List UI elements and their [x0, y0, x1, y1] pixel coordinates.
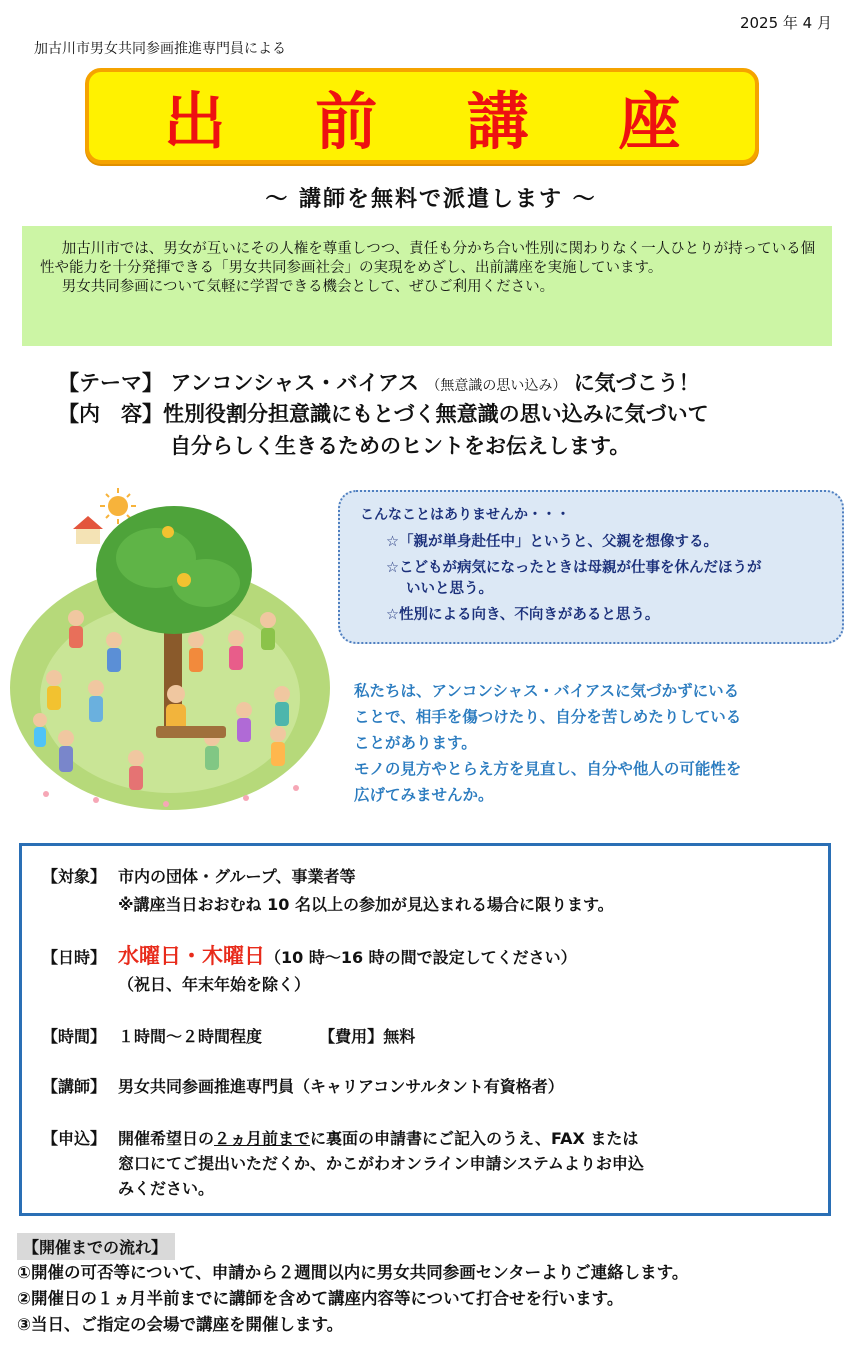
- page-title: 出 前 講 座: [163, 84, 715, 158]
- datetime-text: （10 時～16 時の間で設定してください）: [265, 948, 577, 967]
- theme-main: アンコンシャス・バイアス: [170, 371, 420, 395]
- question-bubble: [338, 490, 844, 644]
- issue-date: 2025 年 4 月: [739, 14, 832, 32]
- apply-row: [42, 1126, 644, 1201]
- message-line: モノの見方やとらえ方を見直し、自分や他人の可能性を: [354, 760, 742, 778]
- bubble-item: [386, 558, 826, 600]
- lecturer-text: 男女共同参画推進専門員（キャリアコンサルタント有資格者）: [118, 1077, 564, 1096]
- organization-line: 加古川市男女共同参画推進専門員による: [34, 41, 286, 57]
- bubble-lead: こんなことはありませんか・・・: [360, 507, 570, 523]
- datetime-row: [42, 940, 577, 995]
- datetime-highlight: 水曜日・木曜日: [118, 944, 265, 968]
- flow-step: ③当日、ご指定の会場で講座を開催します。: [17, 1315, 344, 1334]
- lecturer-label: 【講師】: [42, 1077, 107, 1096]
- datetime-note: （祝日、年末年始を除く）: [118, 975, 311, 994]
- message-line: ことがあります。: [354, 734, 477, 752]
- intro-box: [22, 226, 832, 346]
- info-box: [19, 843, 831, 1216]
- intro-paragraph-2: 男女共同参画について気軽に学習できる機会として、ぜひご利用ください。: [61, 279, 555, 295]
- message-line: ことで、相手を傷つけたり、自分を苦しめたりしている: [354, 708, 742, 726]
- theme-label: 【テーマ】: [58, 371, 163, 395]
- duration-row: [42, 1024, 415, 1047]
- apply-label: 【申込】: [42, 1129, 107, 1148]
- duration-label: 【時間】: [42, 1027, 107, 1046]
- theme-line: [58, 368, 700, 401]
- apply-deadline: ２ヵ月前まで: [214, 1129, 311, 1148]
- apply-text: 開催希望日の: [118, 1129, 215, 1148]
- target-row: [42, 864, 614, 915]
- people-around-tree-illustration: [6, 488, 334, 818]
- duration-text: １時間～２時間程度: [118, 1027, 263, 1046]
- theme-paren: （無意識の思い込み）: [426, 378, 567, 394]
- message-line: 私たちは、アンコンシャス・バイアスに気づかずにいる: [354, 682, 740, 700]
- content-text-1: 性別役割分担意識にもとづく無意識の思い込みに気づいて: [163, 402, 709, 426]
- target-label: 【対象】: [42, 867, 107, 886]
- fee-text: 無料: [383, 1027, 416, 1046]
- title-banner: [85, 68, 759, 164]
- theme-end: に気づこう！: [573, 371, 700, 395]
- tagline: ～ 講師を無料で派遣します ～: [265, 187, 597, 212]
- bubble-item: [386, 532, 826, 553]
- bubble-item-continuation: いいと思う。: [406, 581, 493, 597]
- flow-step: ①開催の可否等について、申請から２週間以内に男女共同参画センターよりご連絡します。: [17, 1263, 689, 1282]
- content-label: 【内 容】: [58, 402, 163, 426]
- lecturer-row: [42, 1074, 564, 1097]
- apply-text: みください。: [118, 1179, 215, 1198]
- message-line: 広げてみませんか。: [354, 786, 494, 804]
- target-note: ※講座当日おおむね 10 名以上の参加が見込まれる場合に限ります。: [118, 895, 614, 914]
- intro-paragraph-1: 加古川市では、男女が互いにその人権を尊重しつつ、責任も分かち合い性別に関わりなく一人ひとりが持っている個性や能力を十分発揮できる「男女共同参画社会」の実現をめざし、出前講座を実施しています。: [40, 241, 816, 276]
- flow-heading: 【開催までの流れ】: [17, 1233, 175, 1260]
- flow-step: ②開催日の１ヵ月半前までに講師を含めて講座内容等について打合せを行います。: [17, 1289, 624, 1308]
- apply-text: 窓口にてご提出いただくか、かこがわオンライン申請システムよりお申込: [118, 1154, 644, 1173]
- bubble-item-text: ☆性別による向き、不向きがあると思う。: [386, 607, 660, 623]
- target-text: 市内の団体・グループ、事業者等: [118, 867, 356, 886]
- bubble-item-text: ☆「親が単身赴任中」というと、父親を想像する。: [386, 534, 718, 550]
- fee-label: 【費用】: [319, 1027, 384, 1046]
- flow-steps: [17, 1260, 688, 1338]
- content-line-1: [58, 399, 709, 429]
- datetime-label: 【日時】: [42, 948, 107, 967]
- content-line-2: 自分らしく生きるためのヒントをお伝えします。: [170, 434, 631, 458]
- bubble-item-text: ☆こどもが病気になったときは母親が仕事を休んだほうが: [386, 560, 762, 576]
- bubble-item: [386, 605, 826, 626]
- awareness-message: [354, 678, 834, 808]
- apply-text: に裏面の申請書にご記入のうえ、FAX または: [310, 1129, 639, 1148]
